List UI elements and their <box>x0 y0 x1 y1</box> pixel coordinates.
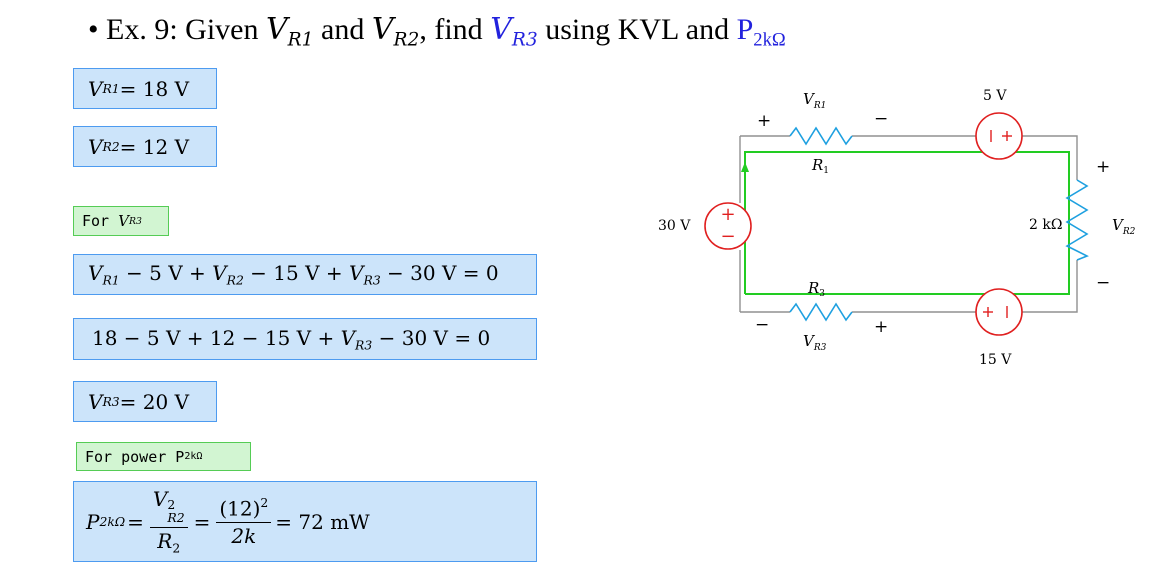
label-for-power: For power P 2kΩ <box>76 442 251 471</box>
circuit-diagram <box>640 80 1160 380</box>
label-for-vr3: For V R3 <box>73 206 169 236</box>
source-5v <box>976 113 1022 159</box>
label-r2: 2 kΩ <box>1029 217 1063 233</box>
label-vr1: $V_{R1}$ <box>803 90 827 111</box>
label-r1: $R_1$ <box>812 156 830 176</box>
label-15v: 15 V <box>979 352 1012 368</box>
circuit-wires <box>740 136 1077 312</box>
kvl-text: $V_{R1} - 5$ $V + V_{R2} - 15$ $V + V_{R3} - 30$ V = 0 <box>88 261 499 288</box>
eq-kvl <box>73 254 537 295</box>
eq-kvl-substituted <box>73 318 537 360</box>
slide-title: • Ex. 9: Given $V_{R1}$ and $V_{R2}$, find $V_{R3}$ using KVL and $P_{2k\Omega}$ <box>88 12 786 51</box>
label-minus-r3: − <box>755 315 770 335</box>
source-15v <box>976 289 1022 335</box>
kvl-loop-path <box>741 152 1069 294</box>
eq-power: P 2kΩ = V 2 R2 $R_2$ = $\frac{(12)^2}{2k}$ = 72 mW <box>73 481 537 562</box>
resistor-r3 <box>790 304 852 320</box>
eq-vr1: V R1 = 18 V <box>73 68 217 109</box>
resistor-r1 <box>790 128 852 144</box>
label-5v: 5 V <box>983 88 1007 104</box>
fraction-vr2-over-r2: V 2 R2 $R_2$ <box>150 488 188 555</box>
bullet: • <box>88 13 99 46</box>
label-r3: $R_3$ <box>808 279 826 299</box>
source-30v-minus: − <box>720 226 736 247</box>
eq-vr2: V R2 = 12 V <box>73 126 217 167</box>
kvl-sub-text: 18 − 5 V + 12 − 15 $V + V_{R3} - 30$ V = 0 <box>92 325 491 353</box>
fraction-12sq-over-2k: $\frac{(12)^2}{2k}$ <box>216 496 271 547</box>
label-plus-r1: + <box>757 111 772 131</box>
source-30v-plus: + <box>720 204 736 225</box>
label-vr3: $V_{R3}$ <box>803 332 827 353</box>
label-minus-r1: − <box>874 109 889 129</box>
eq-vr3-result: V R3 = 20 V <box>73 381 217 422</box>
label-minus-r2: − <box>1096 273 1111 293</box>
label-plus-r2: + <box>1096 157 1111 177</box>
source-30v <box>705 203 751 249</box>
label-30v: 30 V <box>658 218 691 234</box>
label-vr2: $V_{R2}$ <box>1112 216 1136 237</box>
label-plus-r3: + <box>874 317 889 337</box>
